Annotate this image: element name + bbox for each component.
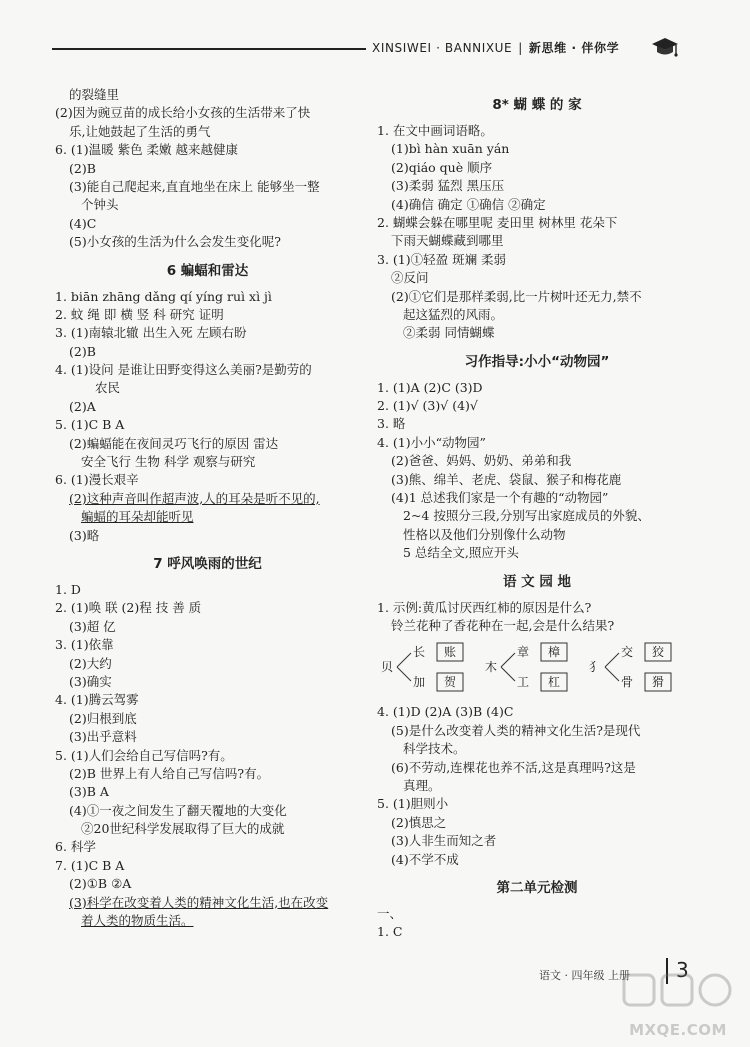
answer-line: (3)熊、绵羊、老虎、袋鼠、猴子和梅花鹿 (391, 471, 622, 487)
graduation-cap-icon (651, 34, 679, 60)
answer-line: 1. (1)A (2)C (3)D (377, 379, 483, 395)
answer-line: (3)超 亿 (69, 618, 116, 634)
answer-line: (1)bì hàn xuān yán (391, 141, 510, 157)
answer-line: (5)是什么改变着人类的精神文化生活?是现代 (391, 722, 641, 738)
answer-line: (3)略 (69, 527, 100, 543)
answer-line: (2)①它们是那样柔弱,比一片树叶还无力,禁不 (391, 288, 642, 304)
diagram-bottom-answer: 杠 (548, 675, 561, 690)
answer-line: 着人类的物质生活。 (81, 913, 194, 929)
answer-line: 个钟头 (81, 197, 119, 213)
watermark-text: MXQE.COM (629, 1021, 727, 1039)
diagram-branch (501, 667, 515, 681)
answer-line: (6)不劳动,连棵花也养不活,这是真理吗?这是 (391, 759, 636, 775)
diagram-branch (605, 653, 619, 667)
diagram-bottom-label: 加 (413, 675, 426, 690)
radical-diagram-svg (377, 639, 697, 695)
section-heading: 6 蝙蝠和雷达 (166, 262, 249, 279)
answer-line: (2)因为豌豆苗的成长给小女孩的生活带来了快 (55, 105, 311, 121)
answer-line: 1. 示例:黄瓜讨厌西红柿的原因是什么? (377, 599, 592, 615)
answer-line: 下雨天蝴蝶藏到哪里 (391, 233, 504, 249)
answer-line: (2)qiáo què 顺序 (391, 159, 493, 175)
answer-line: 5. (1)C B A (55, 417, 125, 433)
answer-line: (3)出乎意料 (69, 729, 137, 745)
diagram-top-label: 交 (621, 645, 634, 660)
answer-line: 2. (1)√ (3)√ (4)√ (377, 398, 478, 414)
answer-line: 2. 蝴蝶会躲在哪里呢 麦田里 树林里 花朵下 (377, 214, 618, 230)
answer-line: 起这猛烈的风雨。 (403, 306, 504, 322)
answer-line: 科学技术。 (403, 741, 466, 757)
answer-line: (3)确实 (69, 673, 112, 689)
answer-line: (2)这种声音叫作超声波,人的耳朵是听不见的, (69, 490, 320, 506)
answer-line: 真理。 (403, 777, 441, 793)
brand-separator: | (518, 41, 523, 55)
diagram-top-answer: 樟 (548, 645, 561, 660)
answer-line: 3. (1)南辕北辙 出生入死 左顾右盼 (55, 325, 247, 341)
answer-line: 2. (1)唤 联 (2)程 技 善 质 (55, 600, 202, 616)
answer-line: (2)大约 (69, 655, 112, 671)
header-rule (52, 48, 366, 50)
diagram-bottom-label: 工 (517, 675, 530, 690)
answer-line: (3)能自己爬起来,直直地坐在床上 能够坐一整 (69, 178, 320, 194)
diagram-root: 木 (485, 660, 498, 675)
diagram-root: 犭 (589, 660, 602, 675)
answer-line: (2)慎思之 (391, 814, 447, 830)
diagram-top-answer: 狡 (652, 645, 665, 660)
answer-line: 3. 略 (377, 416, 406, 432)
answer-line: 7. (1)C B A (55, 857, 125, 873)
answer-line: 农民 (95, 380, 121, 396)
answer-line: 1. 在文中画词语略。 (377, 123, 493, 138)
watermark-logo-icon (618, 969, 738, 1023)
diagram-top-label: 长 (413, 645, 426, 660)
answer-line: 1. biān zhāng dǎng qí yíng ruì xì jì (55, 288, 272, 304)
answer-line: (3)科学在改变着人类的精神文化生活,也在改变 (69, 894, 329, 910)
answer-line: (2)①B ②A (69, 876, 132, 892)
left-column (55, 86, 360, 930)
answer-line: (2)A (69, 398, 96, 414)
answer-line: 5 总结全文,照应开头 (403, 545, 519, 561)
diagram-top-answer: 账 (444, 645, 457, 660)
diagram-branch (397, 653, 411, 667)
section-heading: 习作指导:小小“动物园” (464, 353, 610, 370)
answer-line: 4. (1)腾云驾雾 (55, 692, 139, 708)
brand (372, 39, 619, 56)
answer-line: 2~4 按照分三段,分别写出家庭成员的外貌、 (403, 508, 650, 524)
section-heading: 第二单元检测 (496, 879, 578, 896)
answer-line: ②柔弱 同情蝴蝶 (403, 325, 495, 341)
answer-line: (4)C (69, 215, 97, 231)
diagram-branch (501, 653, 515, 667)
answer-line: (3)人非生而知之者 (391, 833, 497, 849)
answer-line: 6. (1)漫长艰辛 (55, 472, 139, 488)
answer-line: 1. C (377, 924, 403, 940)
diagram-bottom-answer: 贺 (444, 675, 457, 690)
diagram-bottom-answer: 猾 (652, 675, 665, 690)
answer-line: 5. (1)胆则小 (377, 796, 449, 812)
answer-line: (5)小女孩的生活为什么会发生变化呢? (69, 234, 281, 250)
watermark (618, 969, 738, 1041)
answer-line: 6. (1)温暖 紫色 柔嫩 越来越健康 (55, 142, 239, 158)
answer-line: ②20世纪科学发展取得了巨大的成就 (81, 821, 285, 837)
answer-line: (2)爸爸、妈妈、奶奶、弟弟和我 (391, 453, 572, 469)
answer-line: (2)蝙蝠能在夜间灵巧飞行的原因 雷达 (69, 435, 279, 451)
answer-line: 安全飞行 生物 科学 观察与研究 (81, 454, 256, 470)
answer-line: (2)B (69, 343, 96, 359)
page-number: 3 (676, 958, 689, 982)
answer-line: (3)B A (69, 784, 109, 800)
answer-line: (4)1 总述我们家是一个有趣的“动物园” (391, 490, 609, 506)
answer-line: 蝙蝠的耳朵却能听见 (81, 509, 194, 525)
answer-line: 1. D (55, 581, 81, 597)
answer-line: 5. (1)人们会给自己写信吗?有。 (55, 747, 233, 763)
answer-line: (2)归根到底 (69, 710, 137, 726)
section-heading: 7 呼风唤雨的世纪 (153, 555, 262, 572)
answer-line: (4)不学不成 (391, 851, 459, 867)
answer-line: 一、 (377, 905, 403, 921)
answer-line: 3. (1)依靠 (55, 637, 114, 653)
diagram-bottom-label: 骨 (621, 675, 634, 690)
answer-line: 4. (1)设问 是谁让田野变得这么美丽?是勤劳的 (55, 362, 312, 378)
answer-line: 4. (1)小小“动物园” (377, 434, 486, 450)
answer-line: (2)B 世界上有人给自己写信吗?有。 (69, 765, 270, 781)
answer-line: (3)柔弱 猛烈 黑压压 (391, 178, 505, 194)
answer-line: 3. (1)①轻盈 斑斓 柔弱 (377, 251, 507, 267)
answer-line: (4)①一夜之间发生了翻天覆地的大变化 (69, 802, 287, 818)
answer-line: ②反问 (391, 270, 429, 286)
answer-line: 性格以及他们分别像什么动物 (403, 526, 566, 542)
section-heading: 语 文 园 地 (502, 573, 572, 590)
diagram-branch (605, 667, 619, 681)
radical-diagram (377, 639, 697, 695)
answer-line: 的裂缝里 (69, 87, 120, 102)
answer-line: 铃兰花种了香花种在一起,会是什么结果? (391, 617, 615, 633)
diagram-root: 贝 (381, 660, 394, 675)
answer-line: (2)B (69, 160, 96, 176)
answer-line: 6. 科学 (55, 839, 96, 855)
diagram-branch (397, 667, 411, 681)
section-heading: 8* 蝴 蝶 的 家 (492, 97, 582, 113)
footer-book: 语文 · 四年级 上册 (539, 969, 630, 982)
answer-line: 乐,让她鼓起了生活的勇气 (69, 123, 211, 139)
answer-line: (4)确信 确定 ①确信 ②确定 (391, 196, 546, 212)
brand-en: XINSIWEI · BANNIXUE (372, 41, 513, 55)
answer-line: 4. (1)D (2)A (3)B (4)C (377, 704, 514, 720)
answer-line: 2. 蚊 绳 即 横 竖 科 研究 证明 (55, 306, 224, 322)
diagram-top-label: 章 (517, 645, 530, 660)
right-column (377, 86, 697, 942)
brand-cn: 新思维 · 伴你学 (528, 41, 620, 55)
